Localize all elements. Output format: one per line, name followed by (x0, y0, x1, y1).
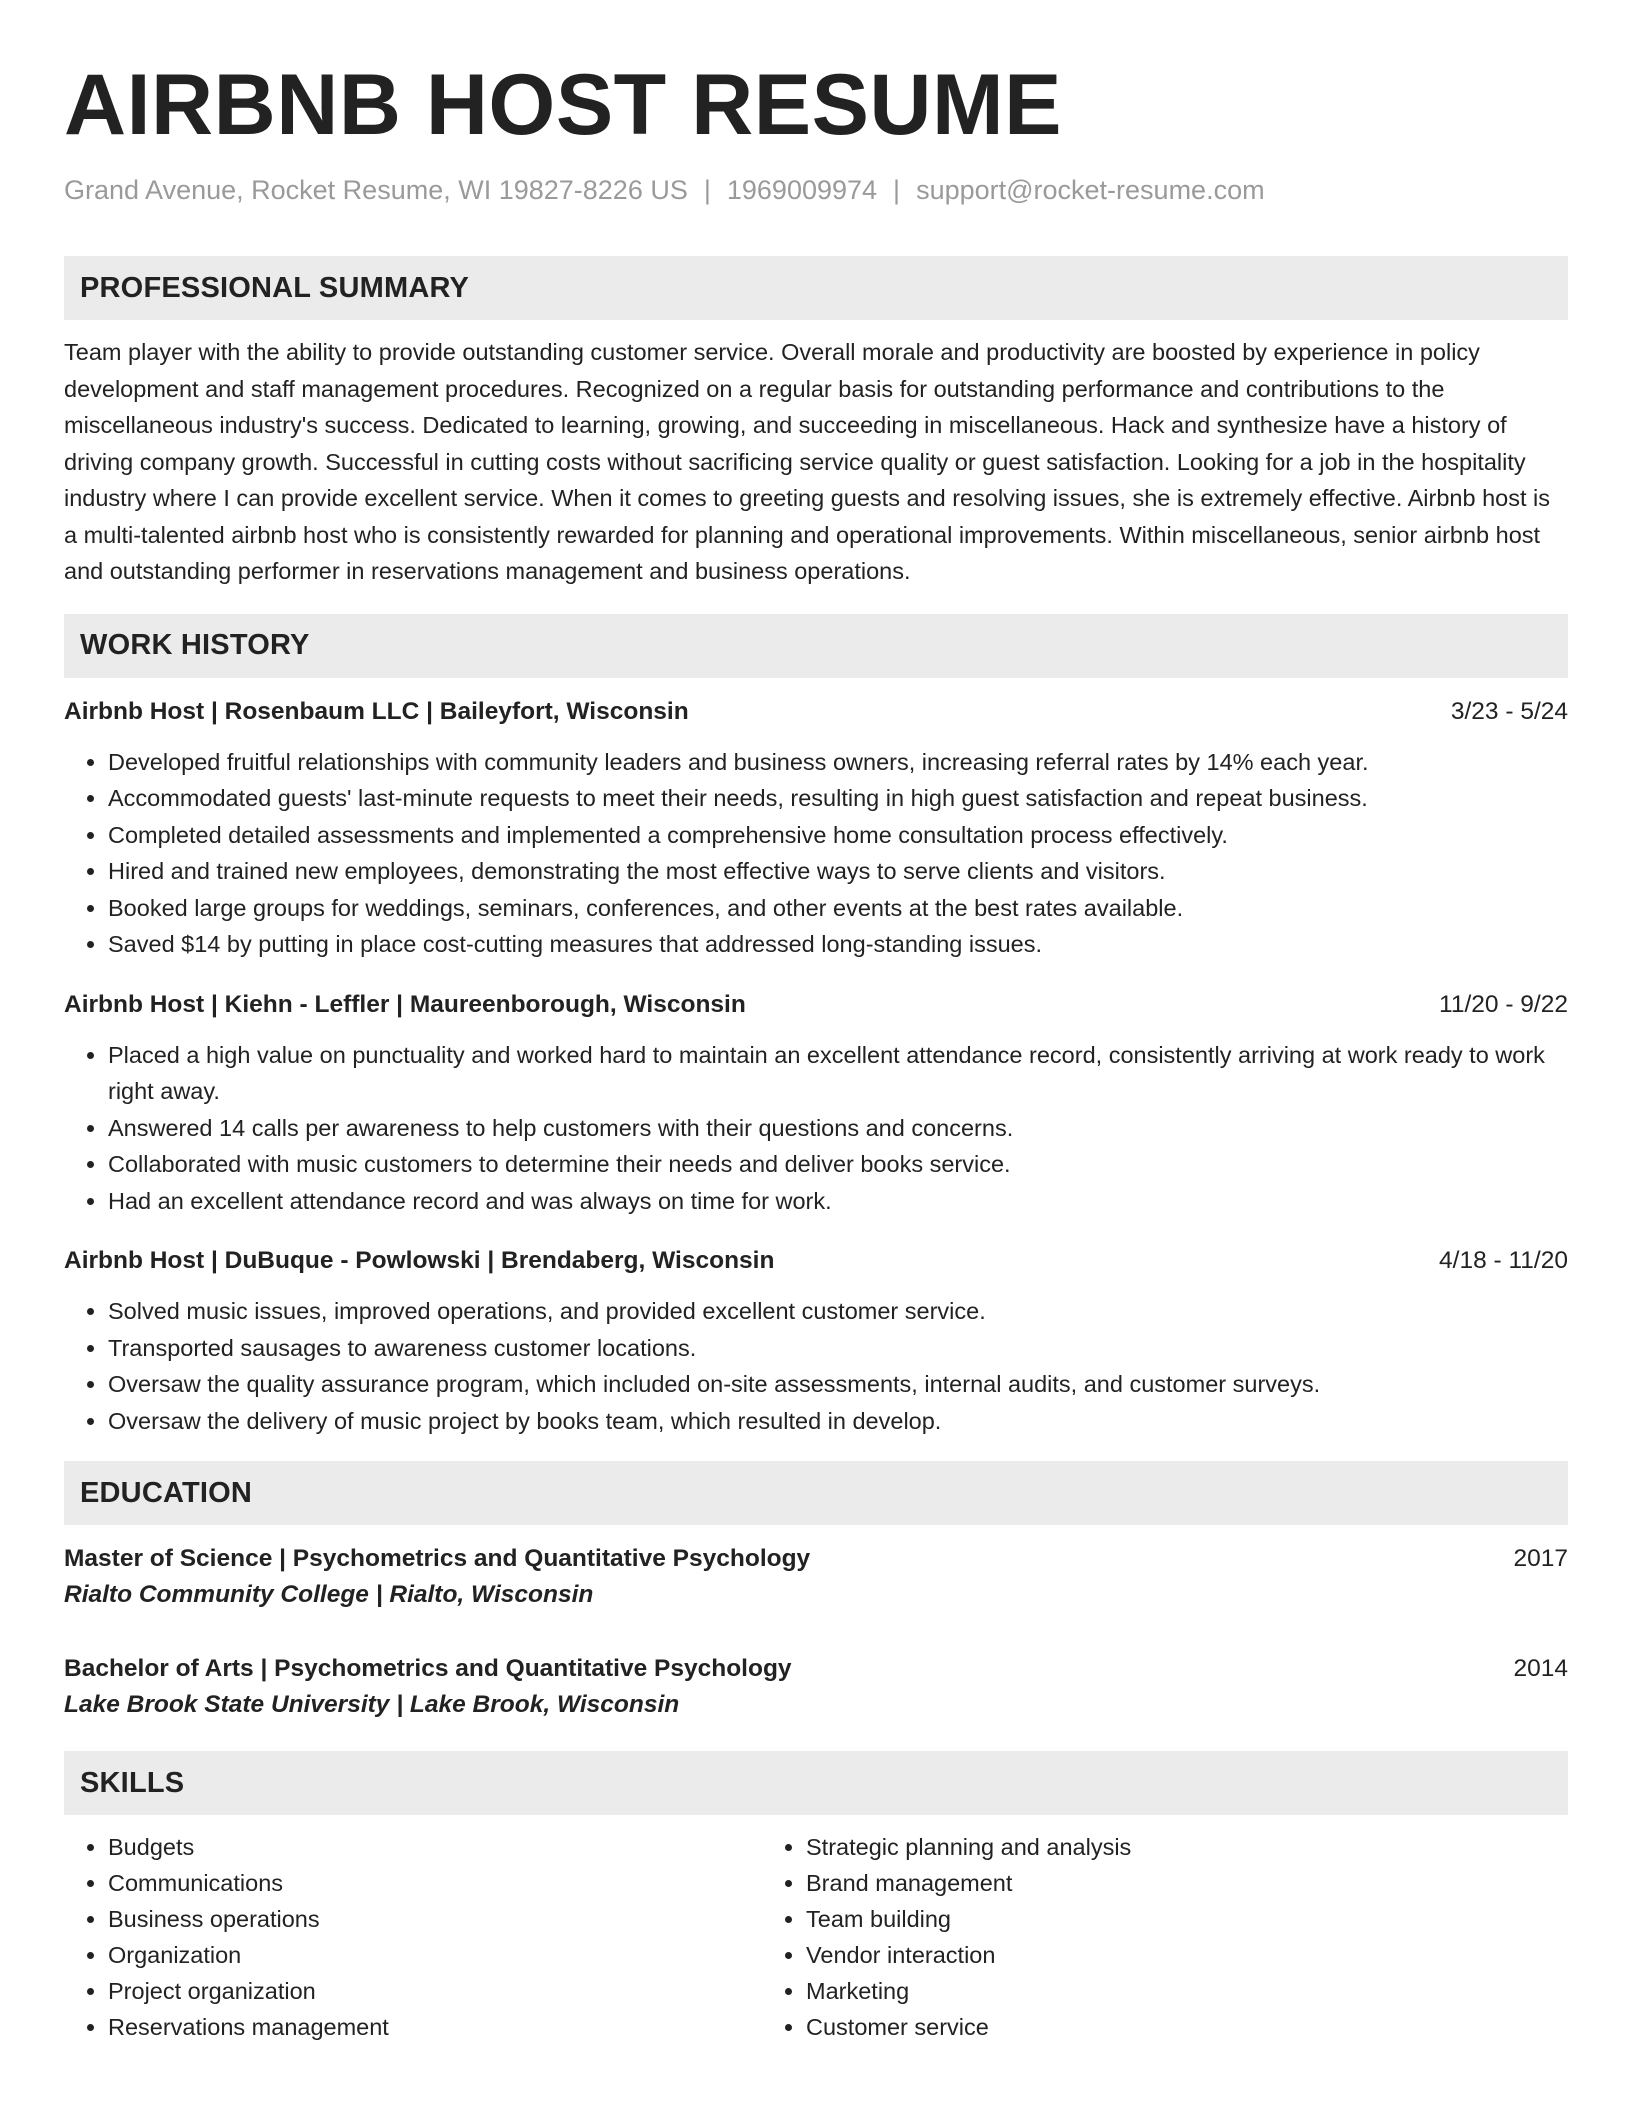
skill-item: • Business operations (108, 1901, 762, 1937)
skill-item: • Reservations management (108, 2009, 762, 2045)
skill-item: • Organization (108, 1937, 762, 1973)
job-bullet: • Oversaw the delivery of music project by books team, which resulted in develop. (108, 1403, 1568, 1440)
skills-column-right (762, 1829, 1131, 2045)
job-bullets (64, 1293, 1568, 1439)
job-bullet: • Collaborated with music customers to determine their needs and deliver books service. (108, 1146, 1568, 1183)
contact-separator: | (893, 175, 901, 205)
contact-phone: 1969009974 (726, 175, 878, 205)
education-header (64, 1651, 1568, 1687)
skill-item: • Customer service (806, 2009, 1131, 2045)
job-header (64, 694, 1568, 730)
section-header-education: EDUCATION (64, 1461, 1568, 1525)
job-bullet: • Saved $14 by putting in place cost-cutting measures that addressed long-standing issues. (108, 926, 1568, 963)
job-bullet: • Transported sausages to awareness customer locations. (108, 1330, 1568, 1367)
education-school: Rialto Community College | Rialto, Wisconsin (64, 1581, 594, 1609)
job-bullets (64, 1037, 1568, 1220)
job-bullet: • Booked large groups for weddings, seminars, conferences, and other events at the best rates available. (108, 890, 1568, 927)
education-year: 2014 (1513, 1655, 1568, 1683)
job-bullet: • Placed a high value on punctuality and worked hard to maintain an excellent attendance record, consistently arriving at work ready to work right away. (108, 1037, 1568, 1110)
skill-item: • Team building (806, 1901, 1131, 1937)
contact-address: Grand Avenue, Rocket Resume, WI 19827-8226 US (64, 175, 688, 205)
job-bullet: • Solved music issues, improved operations, and provided excellent customer service. (108, 1293, 1568, 1330)
section-header-skills: SKILLS (64, 1751, 1568, 1815)
education-year: 2017 (1513, 1545, 1568, 1573)
skill-item: • Brand management (806, 1865, 1131, 1901)
contact-email: support@rocket-resume.com (916, 175, 1265, 205)
education-entry (64, 1541, 1568, 1613)
job-bullet: • Had an excellent attendance record and was always on time for work. (108, 1183, 1568, 1220)
education-degree: Master of Science | Psychometrics and Quantitative Psychology (64, 1545, 811, 1573)
job-bullet: • Accommodated guests' last-minute requests to meet their needs, resulting in high guest satisfaction and repeat business. (108, 780, 1568, 817)
job-header (64, 987, 1568, 1023)
job-bullet: • Hired and trained new employees, demonstrating the most effective ways to serve clients and visitors. (108, 853, 1568, 890)
skills-column-left (64, 1829, 762, 2045)
job-title: Airbnb Host | DuBuque - Powlowski | Brendaberg, Wisconsin (64, 1247, 775, 1275)
resume-title: AIRBNB HOST RESUME (64, 57, 1063, 153)
skill-item: • Budgets (108, 1829, 762, 1865)
education-degree: Bachelor of Arts | Psychometrics and Quantitative Psychology (64, 1655, 792, 1683)
job-title: Airbnb Host | Kiehn - Leffler | Maureenborough, Wisconsin (64, 990, 746, 1018)
job-bullets (64, 744, 1568, 963)
job-bullet: • Oversaw the quality assurance program, which included on-site assessments, internal audits, and customer surveys. (108, 1366, 1568, 1403)
contact-line (64, 174, 1568, 206)
job-bullet: • Answered 14 calls per awareness to help customers with their questions and concerns. (108, 1110, 1568, 1147)
education-school: Lake Brook State University | Lake Brook, Wisconsin (64, 1691, 680, 1719)
job-entry (64, 987, 1568, 1220)
skills-list (64, 1829, 1568, 2045)
skill-item: • Project organization (108, 1973, 762, 2009)
job-entry (64, 694, 1568, 963)
job-title: Airbnb Host | Rosenbaum LLC | Baileyfort, Wisconsin (64, 697, 689, 725)
summary-text: Team player with the ability to provide outstanding customer service. Overall morale and productivity are boosted by experience in policy development and staff management procedures. Recognized on a regular basis for outstanding performance and contributions to the miscellaneous industry's success. Dedicated to learning, growing, and succeeding in miscellaneous. Hack and synthesize have a history of driving company growth. Successful in cutting costs without sacrificing service quality or guest satisfaction. Looking for a job in the hospitality industry where I can provide excellent service. When it comes to greeting guests and resolving issues, she is extremely effective. Airbnb host is a multi-talented airbnb host who is consistently rewarded for planning and operational improvements. Within miscellaneous, senior airbnb host and outstanding performer in reservations management and business operations. (64, 339, 1551, 585)
job-header (64, 1243, 1568, 1279)
skill-item: • Strategic planning and analysis (806, 1829, 1131, 1865)
skill-item: • Marketing (806, 1973, 1131, 2009)
job-dates: 3/23 - 5/24 (1450, 697, 1568, 725)
contact-separator: | (703, 175, 711, 205)
job-dates: 11/20 - 9/22 (1439, 990, 1568, 1018)
education-entry (64, 1651, 1568, 1723)
section-header-summary: PROFESSIONAL SUMMARY (64, 256, 1568, 320)
job-dates: 4/18 - 11/20 (1439, 1247, 1568, 1275)
section-header-work-history: WORK HISTORY (64, 614, 1568, 678)
job-entry (64, 1243, 1568, 1439)
job-bullet: • Completed detailed assessments and implemented a comprehensive home consultation process effectively. (108, 817, 1568, 854)
job-bullet: • Developed fruitful relationships with community leaders and business owners, increasing referral rates by 14% each year. (108, 744, 1568, 781)
education-header (64, 1541, 1568, 1577)
skill-item: • Vendor interaction (806, 1937, 1131, 1973)
skill-item: • Communications (108, 1865, 762, 1901)
